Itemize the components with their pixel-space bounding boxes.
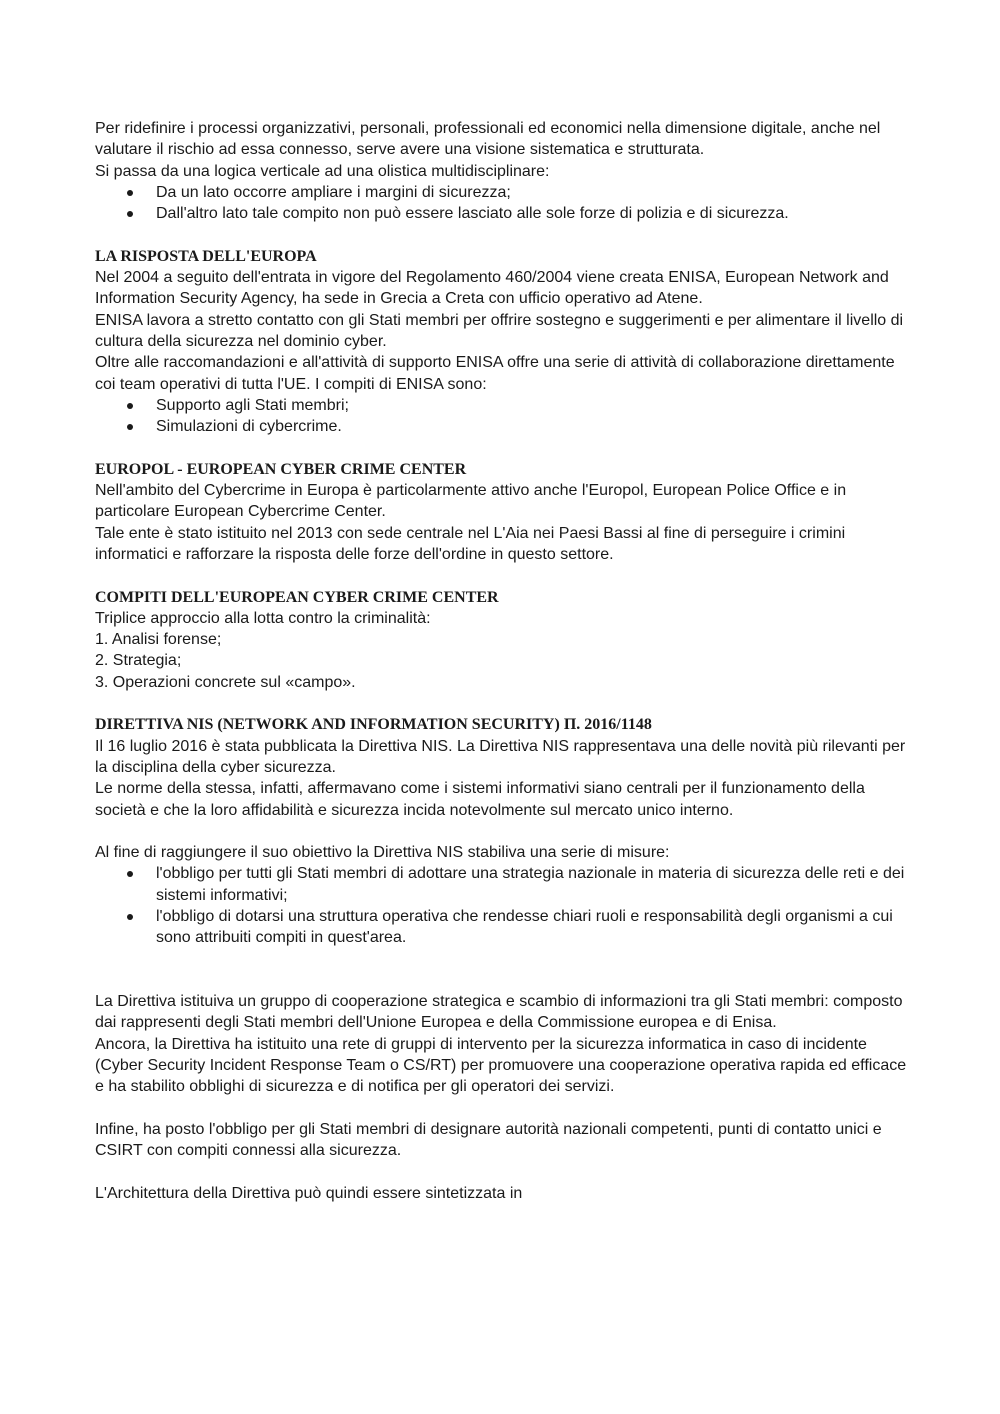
spacer (95, 565, 915, 586)
nis-paragraph: La Direttiva istituiva un gruppo di cooperazione strategica e scambio di informazioni tra gli Stati membri: composto dai rappresenti degli Stati membri dell'Unione Europea e della Commissione europea e di Enisa. (95, 993, 903, 1032)
nis-bullet-list (95, 863, 915, 948)
europa-paragraph: Nel 2004 a seguito dell'entrata in vigore del Regolamento 460/2004 viene creata ENISA, European Network and Information Security Agency, ha sede in Grecia a Creta con ufficio operativo ad Atene. (95, 269, 889, 308)
nis-paragraph: Infine, ha posto l'obbligo per gli Stati membri di designare autorità nazionali competenti, punti di contatto unici e CSIRT con compiti connessi alla sicurezza. (95, 1120, 882, 1160)
document-page (95, 118, 915, 1204)
intro-paragraph: Si passa da una logica verticale ad una olistica multidisciplinare: (95, 162, 550, 180)
numbered-item: 2. Strategia; (95, 652, 182, 670)
intro-bullet-list (95, 182, 915, 225)
spacer (95, 1098, 915, 1119)
spacer (95, 437, 915, 458)
nis-paragraph: Le norme della stessa, infatti, affermavano come i sistemi informativi siano centrali per il funzionamento della società e che la loro affidabilità e sicurezza incida notevolmente sul mercato unico interno. (95, 780, 865, 819)
europa-paragraph: Oltre alle raccomandazioni e all'attività di supporto ENISA offre una serie di attività di collaborazione direttamente coi team operativi di tutta l'UE. I compiti di ENISA sono: (95, 354, 895, 393)
numbered-item: 1. Analisi forense; (95, 631, 222, 649)
section-heading-europol: EUROPOL - EUROPEAN CYBER CRIME CENTER (95, 460, 467, 478)
spacer (95, 224, 915, 245)
numbered-item: 3. Operazioni concrete sul «campo». (95, 673, 356, 691)
europol-paragraph: Tale ente è stato istituito nel 2013 con sede centrale nel L'Aia nei Paesi Bassi al fine di perseguire i crimini informatici e rafforzare la risposta delle forze dell'ordine in questo settore. (95, 524, 846, 563)
europol-paragraph: Nell'ambito del Cybercrime in Europa è particolarmente attivo anche l'Europol, European Police Office e in particolare European Cybercrime Center. (95, 482, 847, 521)
spacer (95, 821, 915, 842)
spacer (95, 949, 915, 992)
nis-paragraph: Al fine di raggiungere il suo obiettivo la Direttiva NIS stabiliva una serie di misure: (95, 844, 670, 862)
section-heading-europa: LA RISPOSTA DELL'EUROPA (95, 247, 317, 265)
section-heading-compiti: COMPITI DELL'EUROPEAN CYBER CRIME CENTER (95, 588, 499, 606)
bullet-item: Supporto agli Stati membri; (95, 395, 915, 416)
nis-paragraph: Il 16 luglio 2016 è stata pubblicata la Direttiva NIS. La Direttiva NIS rappresentava una delle novità più rilevanti per la disciplina della cyber sicurezza. (95, 737, 906, 776)
compiti-paragraph: Triplice approccio alla lotta contro la criminalità: (95, 609, 431, 627)
bullet-item: Da un lato occorre ampliare i margini di sicurezza; (95, 182, 915, 203)
bullet-item: Dall'altro lato tale compito non può essere lasciato alle sole forze di polizia e di sicurezza. (95, 203, 915, 224)
bullet-item: l'obbligo per tutti gli Stati membri di adottare una strategia nazionale in materia di sicurezza delle reti e dei sistemi informativi; (95, 863, 915, 906)
europa-paragraph: ENISA lavora a stretto contatto con gli Stati membri per offrire sostegno e suggerimenti e per alimentare il livello di cultura della sicurezza nel dominio cyber. (95, 311, 904, 350)
bullet-item: Simulazioni di cybercrime. (95, 416, 915, 437)
spacer (95, 693, 915, 714)
nis-paragraph: L'Architettura della Direttiva può quindi essere sintetizzata in (95, 1184, 523, 1202)
section-heading-nis: DIRETTIVA NIS (NETWORK AND INFORMATION SECURITY) П. 2016/1148 (95, 716, 652, 734)
nis-paragraph: Ancora, la Direttiva ha istituito una rete di gruppi di intervento per la sicurezza informatica in caso di incidente (Cyber Security Incident Response Team o CS/RT) per promuovere una cooperazione operativa rapida ed efficace e ha stabilito obblighi di sicurezza e di notifica per gli operatori dei servizi. (95, 1035, 907, 1096)
spacer (95, 1162, 915, 1183)
europa-bullet-list (95, 395, 915, 438)
bullet-item: l'obbligo di dotarsi una struttura operativa che rendesse chiari ruoli e responsabilità degli organismi a cui sono attribuiti compiti in quest'area. (95, 906, 915, 949)
intro-paragraph: Per ridefinire i processi organizzativi, personali, professionali ed economici nella dimensione digitale, anche nel valutare il rischio ad essa connesso, serve avere una visione sistematica e strutturata. (95, 120, 881, 159)
